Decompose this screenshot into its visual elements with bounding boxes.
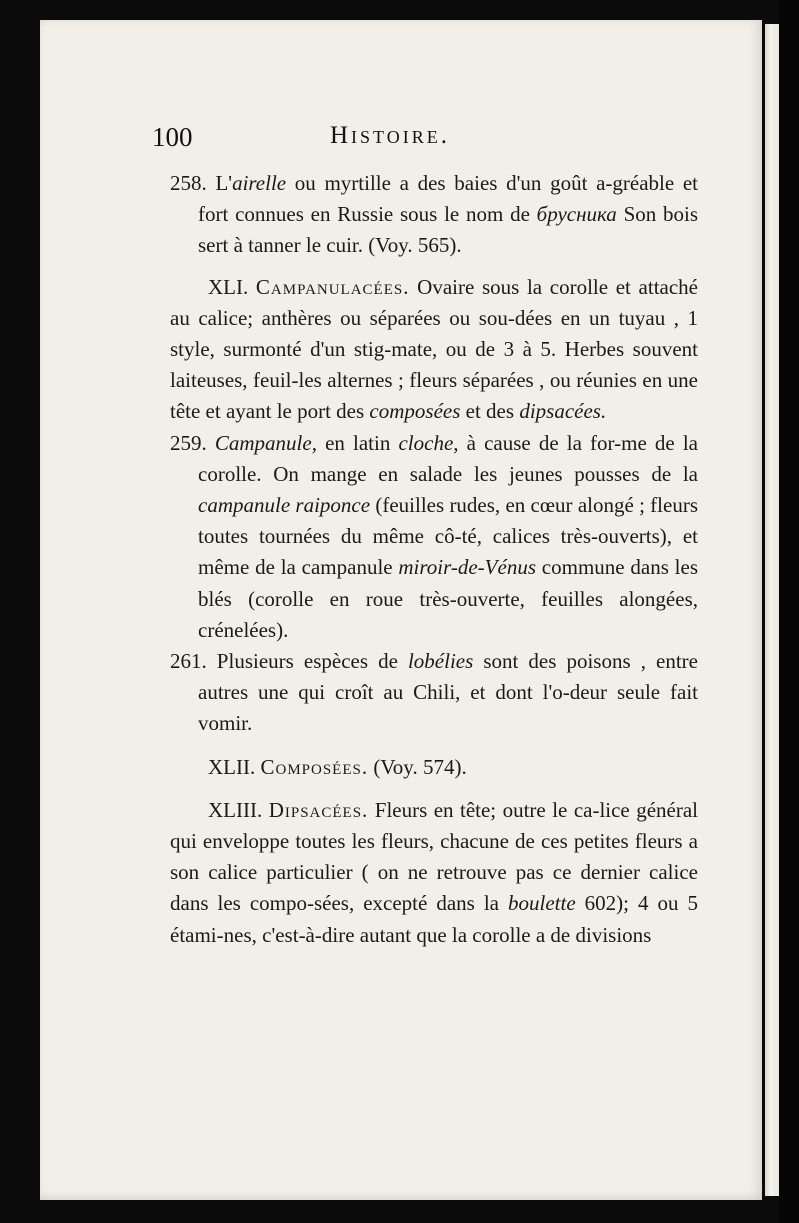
text-run: sont des poisons , entre autres une qui croît au Chili, et dont l'o-deur seule fait vomir.	[198, 649, 698, 736]
italic-term: boulette	[508, 891, 576, 916]
paragraph-261	[170, 646, 698, 740]
italic-term: campanule raiponce	[198, 493, 371, 518]
text-run: L'	[215, 171, 233, 195]
section-xlii	[170, 752, 698, 783]
page-number: 100	[152, 122, 193, 152]
text-run: ou myrtille a des baies d'un goût a-gréable et fort connues en Russie sous le nom de	[198, 171, 699, 227]
running-head: Histoire.	[330, 122, 450, 149]
section-xli	[170, 272, 698, 428]
paragraph-259	[170, 428, 698, 646]
text-run: 602); 4 ou 5 étami-nes, c'est-à-dire autant que la corolle a de divisions	[170, 891, 698, 947]
section-number: XLIII.	[208, 797, 263, 822]
italic-term: lobélies	[407, 649, 474, 674]
text-run: en latin	[316, 430, 399, 455]
paragraph-258	[170, 168, 698, 262]
text-run: et des	[460, 399, 520, 424]
text-run: commune dans les blés (corolle en roue très-ouverte, feuilles alongées, crénelées).	[198, 555, 698, 642]
section-xliii	[170, 795, 698, 951]
text-run: Son bois sert à tanner le cuir. (Voy. 565).	[198, 202, 699, 258]
section-title: Composées.	[260, 754, 369, 779]
scan-border	[779, 0, 799, 1223]
italic-term: dipsacées.	[519, 399, 607, 424]
italic-term: airelle	[232, 171, 287, 195]
next-page-edge	[765, 24, 779, 1196]
russian-term: брусника	[536, 202, 617, 227]
text-run: Ovaire sous la corolle et attaché au calice; anthères ou séparées ou sou-dées en un tuyau , 1 style, surmonté d'un stig-mate, ou de 3 à 5. Herbes souvent laiteuses, feuil-les alternes ; fleurs séparées , ou réunies en une tête et ayant le port des	[170, 274, 699, 424]
section-title: Campanulacées.	[255, 274, 410, 299]
text-run: (feuilles rudes, en cœur alongé ; fleurs toutes tournées du même cô-té, calices très-ouverts), et même de la campanule	[198, 493, 698, 580]
text-run: (Voy. 574).	[368, 754, 467, 779]
paragraph-number: 261.	[170, 649, 207, 674]
italic-term: Campanule,	[214, 430, 317, 455]
italic-term: composées	[369, 399, 461, 424]
section-title: Dipsacées.	[268, 797, 369, 822]
italic-term: miroir-de-Vénus	[398, 555, 536, 580]
text-run: Plusieurs espèces de	[206, 649, 408, 674]
section-number: XLI.	[208, 274, 249, 299]
paragraph-number: 259.	[170, 430, 207, 455]
section-number: XLII.	[208, 754, 256, 779]
page-header	[152, 122, 692, 156]
body-text	[170, 168, 698, 951]
text-run: Fleurs en tête; outre le ca-lice général qui enveloppe toutes les fleurs, chacune de ces petites fleurs a son calice particulier ( on ne retrouve pas ce dernier calice dans les compo-sées, excepté dans la	[170, 797, 699, 916]
italic-term: cloche,	[398, 430, 459, 455]
text-run: à cause de la for-me de la corolle. On mange en salade les jeunes pousses de la	[198, 430, 698, 486]
paragraph-number: 258.	[170, 171, 207, 195]
